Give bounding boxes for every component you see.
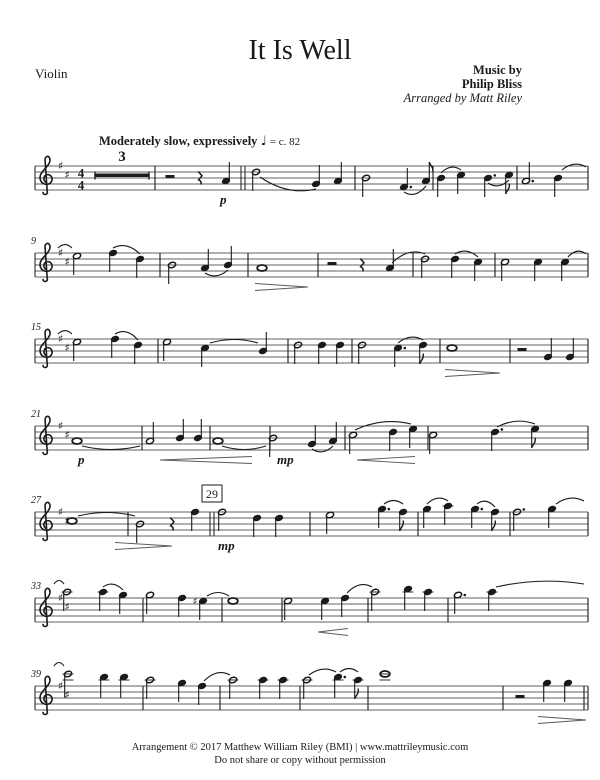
- note: [491, 508, 500, 531]
- note: [422, 162, 433, 185]
- half-rest: [328, 262, 337, 265]
- slur: [384, 501, 403, 505]
- note: [191, 508, 200, 531]
- sharp-icon: ♯: [64, 341, 70, 355]
- note: [513, 508, 526, 531]
- whole-notehead: [72, 438, 82, 444]
- note: [326, 511, 335, 534]
- half-rest: [518, 348, 527, 351]
- note: [491, 428, 504, 451]
- augmentation-dot: [388, 508, 391, 511]
- multirest-bar: [95, 174, 149, 178]
- decrescendo-hairpin: [255, 284, 308, 291]
- slur: [398, 337, 423, 343]
- slur: [54, 581, 64, 585]
- time-signature-bottom: 4: [77, 177, 85, 193]
- staff-system-4: [31, 409, 588, 467]
- note: [554, 174, 563, 197]
- whole-notehead: [228, 598, 238, 604]
- note: [73, 252, 82, 275]
- note: [501, 258, 510, 281]
- note: [394, 344, 407, 367]
- note: [566, 338, 575, 361]
- slur: [568, 251, 586, 257]
- note: [73, 338, 82, 361]
- note: [145, 676, 156, 699]
- tempo-marking: [99, 134, 300, 149]
- slur: [477, 501, 495, 507]
- slur: [309, 669, 336, 675]
- note: [564, 679, 573, 702]
- note: [119, 591, 128, 614]
- quarter-note-icon: ♩: [260, 134, 267, 149]
- treble-clef-icon: [40, 416, 52, 454]
- note: [457, 171, 466, 194]
- decrescendo-hairpin: [538, 717, 586, 724]
- note: [370, 588, 381, 611]
- note: [561, 258, 570, 281]
- note: [353, 676, 364, 699]
- slur: [210, 340, 258, 344]
- note: [201, 344, 210, 367]
- note: [534, 258, 543, 281]
- note: [386, 249, 395, 272]
- augmentation-dot: [494, 174, 497, 177]
- note: [198, 682, 207, 705]
- half-rest: [516, 695, 525, 698]
- note: [194, 419, 203, 442]
- note: [531, 425, 540, 448]
- sharp-icon: ♯: [64, 168, 70, 182]
- note: [378, 505, 391, 528]
- note: [423, 588, 434, 611]
- staff-system-7: [30, 663, 588, 724]
- note: [284, 597, 293, 620]
- credits-block: [404, 63, 522, 105]
- note: [400, 168, 413, 191]
- footer: [0, 741, 600, 767]
- measure-number: 9: [31, 236, 36, 247]
- treble-clef-icon: [40, 156, 52, 194]
- note: [178, 594, 187, 617]
- note: [228, 598, 238, 604]
- note: [380, 671, 391, 680]
- note: [522, 162, 535, 185]
- note: [302, 676, 313, 699]
- treble-clef-icon: [40, 329, 52, 367]
- note: [451, 255, 460, 278]
- augmentation-dot: [501, 428, 504, 431]
- note: [201, 249, 210, 272]
- note: [259, 332, 268, 355]
- staff-system-5: [31, 485, 588, 553]
- slur: [496, 581, 584, 587]
- note: [72, 438, 82, 444]
- note: [163, 338, 172, 361]
- note: [409, 425, 418, 448]
- note: [275, 514, 284, 537]
- note: [334, 162, 343, 185]
- staff-system-6: [30, 581, 588, 636]
- note: [399, 508, 408, 531]
- measure-number: 27: [31, 495, 41, 506]
- dynamic-marking: mp: [277, 452, 294, 467]
- note: [257, 265, 267, 271]
- note: [321, 597, 330, 620]
- note: [423, 505, 432, 528]
- decrescendo-hairpin: [445, 370, 500, 377]
- note: [111, 335, 120, 358]
- slur: [204, 673, 230, 681]
- crescendo-hairpin: [318, 629, 348, 636]
- note: [98, 588, 109, 611]
- note: [543, 679, 552, 702]
- note: [471, 505, 484, 528]
- treble-clef-icon: [40, 588, 52, 626]
- note: [454, 591, 467, 614]
- augmentation-dot: [481, 508, 484, 511]
- sharp-icon: ♯: [57, 679, 64, 693]
- copyright-line: Arrangement © 2017 Matthew William Riley (BMI) | www.mattrileymusic.com: [131, 742, 469, 753]
- note: [474, 258, 483, 281]
- note: [437, 174, 446, 197]
- slur: [556, 498, 584, 504]
- augmentation-dot: [404, 347, 407, 350]
- sharp-icon: ♯: [57, 246, 64, 260]
- sharp-icon: ♯: [64, 688, 70, 702]
- treble-clef-icon: [40, 676, 52, 714]
- slur: [207, 593, 229, 597]
- tempo-text: Moderately slow, expressively: [99, 134, 258, 148]
- sharp-icon: ♯: [64, 255, 70, 269]
- note: [222, 162, 231, 185]
- note: [429, 431, 438, 454]
- note: [136, 255, 145, 278]
- slur: [427, 498, 448, 504]
- augmentation-dot: [344, 676, 347, 679]
- tempo-bpm: = c. 82: [269, 136, 301, 148]
- note: [487, 588, 498, 611]
- note: [109, 249, 118, 272]
- slur: [54, 663, 64, 667]
- measure-number: 33: [31, 581, 41, 592]
- whole-notehead: [213, 438, 223, 444]
- note: [318, 341, 327, 364]
- note: [213, 438, 223, 444]
- permission-line: Do not share or copy without permission: [214, 755, 386, 766]
- note: [548, 505, 557, 528]
- slur: [392, 252, 425, 263]
- note: [146, 422, 155, 445]
- note: [308, 425, 317, 448]
- instrument-label: Violin: [35, 66, 68, 81]
- crescendo-hairpin: [160, 457, 252, 464]
- piece-title: It Is Well: [248, 35, 352, 66]
- crescendo-hairpin: [357, 457, 415, 464]
- note: [178, 679, 187, 702]
- whole-notehead: [447, 345, 457, 351]
- note: [224, 246, 233, 269]
- sharp-icon: ♯: [57, 159, 64, 173]
- staff-system-2: [31, 236, 588, 291]
- note: [349, 431, 358, 454]
- note: [329, 422, 338, 445]
- sharp-icon: ♯: [57, 505, 64, 519]
- note: [228, 676, 239, 699]
- accidental-sharp-icon: ♯: [192, 596, 198, 608]
- sharp-icon: ♯: [57, 332, 64, 346]
- dynamic-marking: p: [220, 192, 227, 207]
- slur: [82, 446, 140, 450]
- staff-system-3: [31, 322, 588, 377]
- note: [193, 597, 208, 621]
- note: [443, 502, 454, 525]
- dynamic-marking: p: [78, 452, 85, 467]
- measure-number: 15: [31, 322, 41, 333]
- treble-clef-icon: [40, 243, 52, 281]
- treble-clef-icon: [40, 502, 52, 540]
- slur: [312, 446, 333, 452]
- note: [336, 341, 345, 364]
- rehearsal-mark: 29: [206, 487, 218, 501]
- sharp-icon: ♯: [64, 600, 70, 614]
- slur: [222, 446, 266, 450]
- augmentation-dot: [464, 594, 467, 597]
- augmentation-dot: [523, 508, 526, 511]
- note: [312, 165, 321, 188]
- note: [389, 428, 398, 451]
- credit-arranger: Arranged by Matt Riley: [403, 91, 522, 105]
- note: [447, 345, 457, 351]
- time-signature-top: 4: [77, 165, 85, 181]
- note: [134, 341, 143, 364]
- note: [146, 591, 155, 614]
- credit-composer: Philip Bliss: [461, 77, 522, 91]
- dynamic-marking: mp: [218, 538, 235, 553]
- staff-system-1: [35, 149, 588, 207]
- note: [419, 341, 428, 364]
- slur: [562, 164, 586, 170]
- augmentation-dot: [410, 186, 413, 189]
- note: [258, 676, 269, 699]
- slur: [455, 251, 478, 257]
- half-rest: [166, 175, 175, 178]
- note: [278, 676, 289, 699]
- multirest-count: 3: [118, 149, 126, 165]
- note: [341, 594, 350, 617]
- sharp-icon: ♯: [57, 419, 64, 433]
- note: [544, 338, 553, 361]
- slur: [347, 585, 372, 593]
- note: [253, 514, 262, 537]
- measure-number: 21: [31, 409, 41, 420]
- sharp-icon: ♯: [64, 428, 70, 442]
- slur: [78, 513, 135, 517]
- slur: [340, 669, 358, 673]
- sharp-icon: ♯: [57, 591, 64, 605]
- augmentation-dot: [532, 180, 535, 183]
- note: [176, 419, 185, 442]
- measure-number: 39: [31, 669, 41, 680]
- decrescendo-hairpin: [115, 543, 172, 550]
- sharp-icon: ♯: [64, 514, 70, 528]
- whole-notehead: [257, 265, 267, 271]
- credit-music-by: Music by: [473, 63, 522, 77]
